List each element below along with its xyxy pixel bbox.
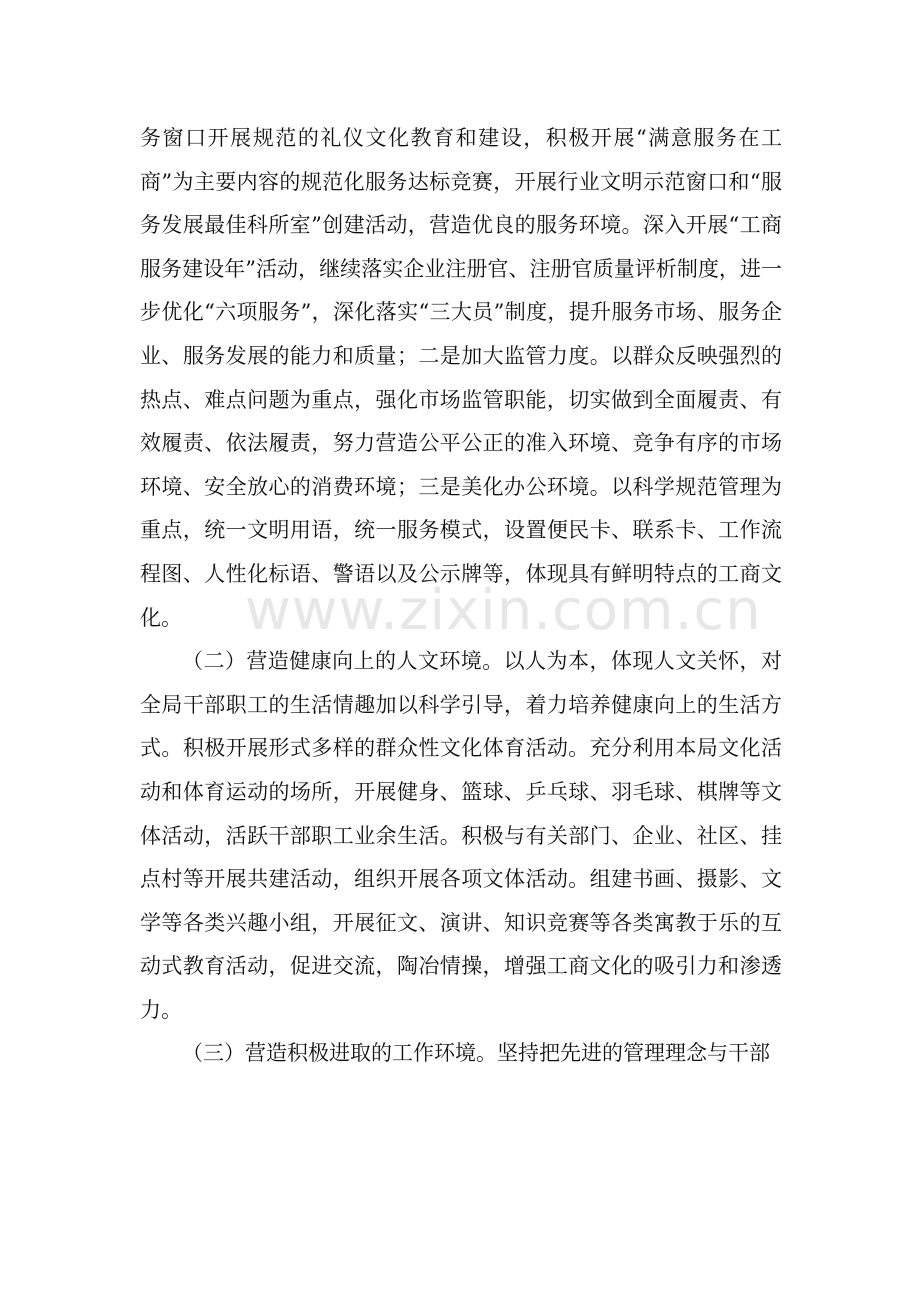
watermark: www.zixin.com.cn xyxy=(245,578,762,643)
paragraph-continuation: 务窗口开展规范的礼仪文化教育和建设，积极开展“满意服务在工商”为主要内容的规范化服务达标竞赛，开展行业文明示范窗口和“服务发展最佳科所室”创建活动，营造优良的服务环境。深入开展“工商服务建设年”活动，继续落实企业注册官、注册官质量评析制度，进一步优化“六项服务”，深化落实“三大员”制度，提升服务市场、服务企业、服务发展的能力和质量；二是加大监管力度。以群众反映强烈的热点、难点问题为重点，强化市场监管职能，切实做到全面履责、有效履责、依法履责，努力营造公平公正的准入环境、竞争有序的市场环境、安全放心的消费环境；三是美化办公环境。以科学规范管理为重点，统一文明用语，统一服务模式，设置便民卡、联系卡、工作流程图、人性化标语、警语以及公示牌等，体现具有鲜明特点的工商文化。 xyxy=(140,126,782,630)
paragraph-section-2: （二）营造健康向上的人文环境。以人为本，体现人文关怀，对全局干部职工的生活情趣加以科学引导，着力培养健康向上的生活方式。积极开展形式多样的群众性文化体育活动。充分利用本局文化活动和体育运动的场所，开展健身、篮球、乒乓球、羽毛球、棋牌等文体活动，活跃干部职工业余生活。积极与有关部门、企业、社区、挂点村等开展共建活动，组织开展各项文体活动。组建书画、摄影、文学等各类兴趣小组，开展征文、演讲、知识竞赛等各类寓教于乐的互动式教育活动，促进交流，陶冶情操，增强工商文化的吸引力和渗透力。 xyxy=(140,649,782,1022)
paragraph-section-3: （三）营造积极进取的工作环境。坚持把先进的管理理念与干部 xyxy=(182,1041,770,1066)
document-body xyxy=(140,117,782,1076)
